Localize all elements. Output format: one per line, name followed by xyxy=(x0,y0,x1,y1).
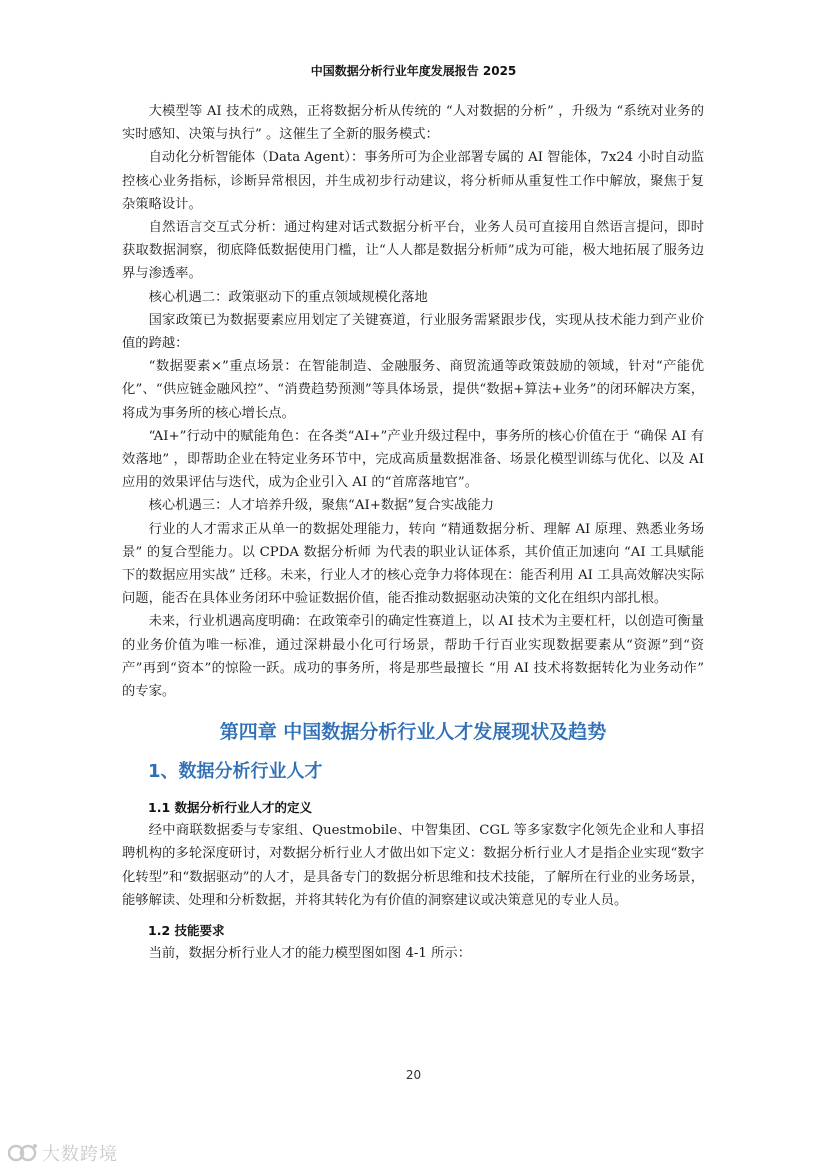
watermark xyxy=(8,1140,118,1166)
brand-logo-icon xyxy=(8,1142,38,1164)
paragraph-definition: 经中商联数据委与专家组、Questmobile、中智集团、CGL 等多家数字化领先企业和人事招聘机构的多轮深度研讨，对数据分析行业人才做出如下定义：数据分析行业人才是指企业实现“数字化转型”和“数据驱动”的人才，是具备专门的数据分析思维和技术技能，了解所在行业的业务场景，能够解读、处理和分析数据，并将其转化为有价值的洞察建议或决策意见的专业人员。 xyxy=(122,823,704,908)
paragraph: “AI+”行动中的赋能角色：在各类“AI+”产业升级过程中，事务所的核心价值在于 “确保 AI 有效落地” ，即帮助企业在特定业务环节中，完成高质量数据准备、场景化模型训练与优化、以及 AI 应用的效果评估与迭代，成为企业引入 AI 的“首席落地官”。 xyxy=(122,428,704,491)
page-number: 20 xyxy=(405,1068,422,1082)
paragraph: 国家政策已为数据要素应用划定了关键赛道，行业服务需紧跟步伐，实现从技术能力到产业价值的跨越： xyxy=(122,312,704,352)
report-body xyxy=(122,100,704,965)
paragraph: 大模型等 AI 技术的成熟，正将数据分析从传统的 “人对数据的分析” ，升级为 “系统对业务的实时感知、决策与执行” 。这催生了全新的服务模式： xyxy=(122,104,704,143)
paragraph: 未来，行业机遇高度明确：在政策牵引的确定性赛道上，以 AI 技术为主要杠杆，以创造可衡量的业务价值为唯一标准，通过深耕最小化可行场景，帮助千行百业实现数据要素从“资源”到“资产”再到“资本”的惊险一跃。成功的事务所，将是那些最擅长 “用 AI 技术将数据转化为业务动作” 的专家。 xyxy=(122,614,704,700)
subsection-title-definition: 1.1 数据分析行业人才的定义 xyxy=(148,800,312,816)
paragraph: 自动化分析智能体（Data Agent）：事务所可为企业部署专属的 AI 智能体，7x24 小时自动监控核心业务指标，诊断异常根因，并生成初步行动建议，将分析师从重复性工作中解放，聚焦于复杂策略设计。 xyxy=(122,150,704,212)
paragraph: 核心机遇三：人才培养升级，聚焦“AI+数据”复合实战能力 xyxy=(148,498,495,514)
page-header: 中国数据分析行业年度发展报告 2025 xyxy=(310,64,517,78)
paragraph-skills: 当前，数据分析行业人才的能力模型图如图 4-1 所示： xyxy=(148,946,471,962)
paragraph: 行业的人才需求正从单一的数据处理能力，转向 “精通数据分析、理解 AI 原理、熟悉业务场景” 的复合型能力。以 CPDA 数据分析师 为代表的职业认证体系，其价值正加速向 “AI 工具赋能下的数据应用实战” 迁移。未来，行业人才的核心竞争力将体现在：能否利用 AI 工具高效解决实际问题，能否在具体业务闭环中验证数据价值，能否推动数据驱动决策的文化在组织内部扎根。 xyxy=(122,521,704,607)
paragraph: “数据要素×”重点场景：在智能制造、金融服务、商贸流通等政策鼓励的领域，针对“产能优化”、“供应链金融风控”、“消费趋势预测”等具体场景，提供“数据+算法+业务”的闭环解决方案，将成为事务所的核心增长点。 xyxy=(122,359,704,421)
section-title: 1、数据分析行业人才 xyxy=(148,761,323,783)
paragraph: 自然语言交互式分析：通过构建对话式数据分析平台，业务人员可直接用自然语言提问，即时获取数据洞察，彻底降低数据使用门槛，让“人人都是数据分析师”成为可能，极大地拓展了服务边界与渗透率。 xyxy=(122,220,704,282)
chapter-title: 第四章 中国数据分析行业人才发展现状及趋势 xyxy=(219,721,607,744)
watermark-text: 大数跨境 xyxy=(42,1144,118,1165)
paragraph: 核心机遇二：政策驱动下的重点领域规模化落地 xyxy=(148,289,428,305)
subsection-title-skills: 1.2 技能要求 xyxy=(148,923,225,939)
